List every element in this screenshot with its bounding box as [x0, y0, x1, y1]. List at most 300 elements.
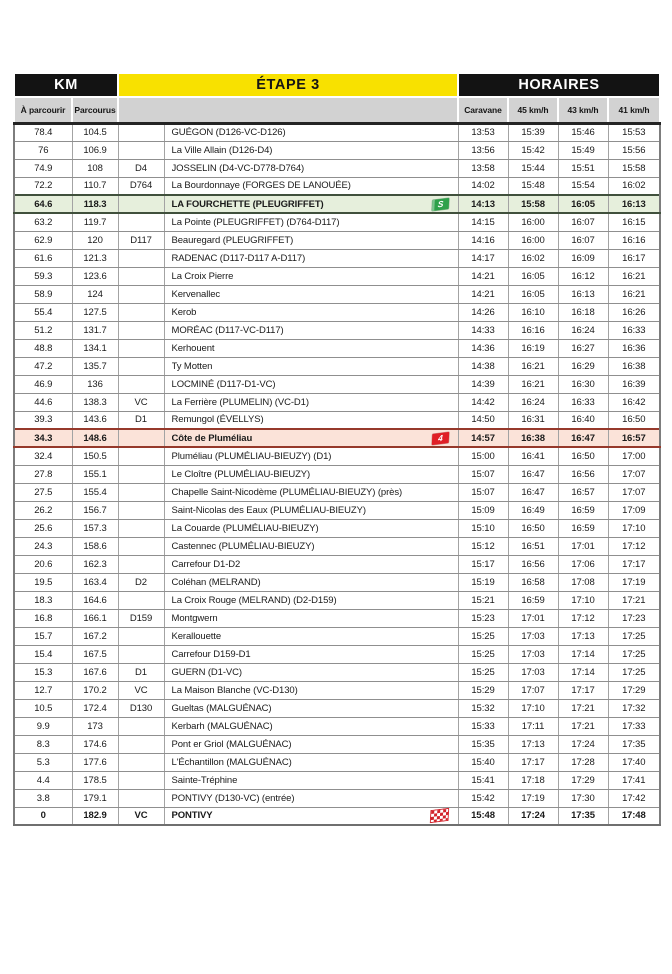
- category-4-climb-flag-icon: 4: [431, 431, 448, 444]
- km-done-cell: 170.2: [72, 681, 118, 699]
- caravane-time-cell: 15:25: [458, 627, 508, 645]
- road-code-cell: [118, 753, 164, 771]
- time-43kmh-cell: 16:30: [558, 375, 608, 393]
- caravane-time-cell: 14:15: [458, 213, 508, 231]
- time-41kmh-cell: 16:16: [608, 231, 660, 249]
- place-name: Le Cloître (PLUMÉLIAU-BIEUZY): [171, 468, 311, 480]
- time-43kmh-cell: 16:07: [558, 231, 608, 249]
- time-45kmh-cell: 17:19: [508, 789, 558, 807]
- road-code-cell: [118, 735, 164, 753]
- caravane-time-cell: 13:58: [458, 159, 508, 177]
- time-41kmh-cell: 17:29: [608, 681, 660, 699]
- col-header-43kmh: 43 km/h: [558, 97, 608, 123]
- time-45kmh-cell: 16:16: [508, 321, 558, 339]
- place-cell: [164, 591, 458, 609]
- place-cell: [164, 645, 458, 663]
- km-to-go-cell: 47.2: [14, 357, 72, 375]
- caravane-time-cell: 14:39: [458, 375, 508, 393]
- km-to-go-cell: 15.4: [14, 645, 72, 663]
- km-done-cell: 155.1: [72, 465, 118, 483]
- caravane-time-cell: 14:36: [458, 339, 508, 357]
- time-43kmh-cell: 16:18: [558, 303, 608, 321]
- road-code-cell: [118, 123, 164, 141]
- time-45kmh-cell: 17:11: [508, 717, 558, 735]
- place-name: La Couarde (PLUMÉLIAU-BIEUZY): [171, 522, 319, 534]
- km-done-cell: 106.9: [72, 141, 118, 159]
- km-to-go-cell: 39.3: [14, 411, 72, 429]
- table-row: [14, 231, 660, 249]
- place-cell: [164, 141, 458, 159]
- road-code-cell: [118, 537, 164, 555]
- km-to-go-cell: 26.2: [14, 501, 72, 519]
- km-done-cell: 163.4: [72, 573, 118, 591]
- place-cell: [164, 393, 458, 411]
- place-cell: [164, 735, 458, 753]
- time-45kmh-cell: 17:03: [508, 645, 558, 663]
- place-name: GUÉGON (D126-VC-D126): [171, 127, 286, 138]
- time-41kmh-cell: 17:33: [608, 717, 660, 735]
- caravane-time-cell: 14:33: [458, 321, 508, 339]
- table-row: [14, 627, 660, 645]
- place-cell: [164, 699, 458, 717]
- road-code-cell: [118, 321, 164, 339]
- time-45kmh-cell: 16:47: [508, 483, 558, 501]
- time-43kmh-cell: 17:14: [558, 663, 608, 681]
- time-45kmh-cell: 15:42: [508, 141, 558, 159]
- caravane-time-cell: 14:38: [458, 357, 508, 375]
- table-row: [14, 699, 660, 717]
- km-to-go-cell: 27.5: [14, 483, 72, 501]
- time-41kmh-cell: 17:42: [608, 789, 660, 807]
- road-code-cell: [118, 267, 164, 285]
- time-43kmh-cell: 17:21: [558, 699, 608, 717]
- subheader-row: [14, 97, 660, 123]
- table-row: [14, 285, 660, 303]
- table-row: [14, 411, 660, 429]
- place-name: La Croix Rouge (MELRAND) (D2-D159): [171, 594, 337, 606]
- time-41kmh-cell: 17:25: [608, 627, 660, 645]
- place-name: L'Échantillon (MALGUÉNAC): [171, 756, 292, 768]
- place-name: Ty Motten: [171, 360, 213, 372]
- time-45kmh-cell: 17:01: [508, 609, 558, 627]
- table-row: [14, 501, 660, 519]
- time-45kmh-cell: 16:50: [508, 519, 558, 537]
- place-name: PONTIVY: [171, 810, 213, 822]
- time-45kmh-cell: 17:10: [508, 699, 558, 717]
- time-41kmh-cell: 16:21: [608, 285, 660, 303]
- km-to-go-cell: 4.4: [14, 771, 72, 789]
- place-name: La Pointe (PLEUGRIFFET) (D764-D117): [171, 216, 340, 228]
- time-43kmh-cell: 15:49: [558, 141, 608, 159]
- km-done-cell: 108: [72, 159, 118, 177]
- table-row: [14, 735, 660, 753]
- time-45kmh-cell: 16:38: [508, 429, 558, 447]
- km-to-go-cell: 9.9: [14, 717, 72, 735]
- road-code-cell: [118, 465, 164, 483]
- road-code-cell: [118, 249, 164, 267]
- road-code-cell: D1: [118, 663, 164, 681]
- place-cell: [164, 303, 458, 321]
- place-cell: [164, 501, 458, 519]
- place-name: MORÉAC (D117-VC-D117): [171, 324, 284, 336]
- place-name: Kervenallec: [171, 288, 221, 300]
- km-to-go-cell: 48.8: [14, 339, 72, 357]
- km-to-go-cell: 72.2: [14, 177, 72, 195]
- table-row: [14, 753, 660, 771]
- time-41kmh-cell: 17:17: [608, 555, 660, 573]
- place-name: RADENAC (D117-D117 A-D117): [171, 252, 306, 264]
- time-45kmh-cell: 16:10: [508, 303, 558, 321]
- time-43kmh-cell: 17:08: [558, 573, 608, 591]
- table-row: [14, 681, 660, 699]
- caravane-time-cell: 15:42: [458, 789, 508, 807]
- km-to-go-cell: 5.3: [14, 753, 72, 771]
- road-code-cell: [118, 303, 164, 321]
- place-cell: [164, 609, 458, 627]
- table-row: [14, 717, 660, 735]
- km-to-go-cell: 61.6: [14, 249, 72, 267]
- road-code-cell: D4: [118, 159, 164, 177]
- time-41kmh-cell: 16:17: [608, 249, 660, 267]
- subheader-etape-spacer: [118, 97, 458, 123]
- caravane-time-cell: 15:09: [458, 501, 508, 519]
- place-cell: [164, 375, 458, 393]
- km-done-cell: 167.2: [72, 627, 118, 645]
- road-code-cell: VC: [118, 393, 164, 411]
- place-cell: [164, 447, 458, 465]
- table-row: [14, 177, 660, 195]
- time-41kmh-cell: 17:25: [608, 663, 660, 681]
- km-to-go-cell: 44.6: [14, 393, 72, 411]
- km-to-go-cell: 3.8: [14, 789, 72, 807]
- time-41kmh-cell: 16:02: [608, 177, 660, 195]
- road-code-cell: [118, 645, 164, 663]
- place-name: JOSSELIN (D4-VC-D778-D764): [171, 162, 305, 174]
- caravane-time-cell: 14:50: [458, 411, 508, 429]
- table-row: [14, 357, 660, 375]
- place-name: Carrefour D159-D1: [171, 648, 251, 660]
- km-to-go-cell: 63.2: [14, 213, 72, 231]
- time-41kmh-cell: 16:15: [608, 213, 660, 231]
- table-row: [14, 447, 660, 465]
- table-row: [14, 195, 660, 213]
- caravane-time-cell: 15:33: [458, 717, 508, 735]
- table-row: [14, 771, 660, 789]
- caravane-time-cell: 15:07: [458, 483, 508, 501]
- time-45kmh-cell: 16:21: [508, 375, 558, 393]
- place-name: Sainte-Tréphine: [171, 774, 238, 786]
- table-row: [14, 123, 660, 141]
- time-45kmh-cell: 16:58: [508, 573, 558, 591]
- time-43kmh-cell: 17:14: [558, 645, 608, 663]
- km-to-go-cell: 59.3: [14, 267, 72, 285]
- table-row: [14, 375, 660, 393]
- caravane-time-cell: 15:25: [458, 663, 508, 681]
- time-43kmh-cell: 16:50: [558, 447, 608, 465]
- place-cell: [164, 465, 458, 483]
- horaires-header: HORAIRES: [458, 73, 660, 97]
- km-done-cell: 143.6: [72, 411, 118, 429]
- km-done-cell: 131.7: [72, 321, 118, 339]
- road-code-cell: [118, 717, 164, 735]
- place-name: Pont er Griol (MALGUÉNAC): [171, 738, 292, 750]
- km-to-go-cell: 24.3: [14, 537, 72, 555]
- km-done-cell: 166.1: [72, 609, 118, 627]
- place-cell: [164, 411, 458, 429]
- km-to-go-cell: 78.4: [14, 123, 72, 141]
- table-row: [14, 393, 660, 411]
- time-41kmh-cell: 17:40: [608, 753, 660, 771]
- place-cell: [164, 519, 458, 537]
- place-cell: [164, 249, 458, 267]
- caravane-time-cell: 15:19: [458, 573, 508, 591]
- road-code-cell: D159: [118, 609, 164, 627]
- km-to-go-cell: 18.3: [14, 591, 72, 609]
- time-41kmh-cell: 17:19: [608, 573, 660, 591]
- time-41kmh-cell: 15:56: [608, 141, 660, 159]
- time-41kmh-cell: 17:25: [608, 645, 660, 663]
- time-45kmh-cell: 16:19: [508, 339, 558, 357]
- km-done-cell: 173: [72, 717, 118, 735]
- road-code-cell: [118, 627, 164, 645]
- place-name: Chapelle Saint-Nicodème (PLUMÉLIAU-BIEUZY) (près): [171, 486, 403, 498]
- place-name: La Bourdonnaye (FORGES DE LANOUÉE): [171, 180, 351, 192]
- road-code-cell: VC: [118, 681, 164, 699]
- time-45kmh-cell: 16:02: [508, 249, 558, 267]
- time-45kmh-cell: 16:49: [508, 501, 558, 519]
- table-row: [14, 321, 660, 339]
- km-done-cell: 167.6: [72, 663, 118, 681]
- time-45kmh-cell: 17:18: [508, 771, 558, 789]
- road-code-cell: D130: [118, 699, 164, 717]
- place-cell: [164, 537, 458, 555]
- sprint-flag-icon: S: [431, 197, 448, 210]
- table-row: [14, 645, 660, 663]
- time-41kmh-cell: 15:53: [608, 123, 660, 141]
- km-to-go-cell: 64.6: [14, 195, 72, 213]
- time-43kmh-cell: 16:29: [558, 357, 608, 375]
- place-cell: [164, 483, 458, 501]
- time-45kmh-cell: 16:00: [508, 231, 558, 249]
- place-cell: [164, 159, 458, 177]
- col-header-45kmh: 45 km/h: [508, 97, 558, 123]
- place-cell: [164, 123, 458, 141]
- road-code-cell: [118, 591, 164, 609]
- road-code-cell: [118, 771, 164, 789]
- col-header-caravane: Caravane: [458, 97, 508, 123]
- km-to-go-cell: 10.5: [14, 699, 72, 717]
- place-name: Kerhouent: [171, 342, 215, 354]
- caravane-time-cell: 14:42: [458, 393, 508, 411]
- road-code-cell: D2: [118, 573, 164, 591]
- table-row: [14, 159, 660, 177]
- road-code-cell: [118, 195, 164, 213]
- place-name: LOCMINÉ (D117-D1-VC): [171, 378, 276, 390]
- table-row: [14, 141, 660, 159]
- km-to-go-cell: 51.2: [14, 321, 72, 339]
- km-done-cell: 135.7: [72, 357, 118, 375]
- time-43kmh-cell: 16:13: [558, 285, 608, 303]
- caravane-time-cell: 15:35: [458, 735, 508, 753]
- time-45kmh-cell: 16:21: [508, 357, 558, 375]
- road-code-cell: [118, 141, 164, 159]
- time-43kmh-cell: 16:56: [558, 465, 608, 483]
- time-41kmh-cell: 17:35: [608, 735, 660, 753]
- place-name: Montgwern: [171, 612, 218, 624]
- km-to-go-cell: 76: [14, 141, 72, 159]
- place-name: Kerallouette: [171, 630, 222, 642]
- time-43kmh-cell: 16:24: [558, 321, 608, 339]
- km-to-go-cell: 15.7: [14, 627, 72, 645]
- time-41kmh-cell: 17:07: [608, 483, 660, 501]
- time-41kmh-cell: 16:36: [608, 339, 660, 357]
- road-code-cell: [118, 357, 164, 375]
- road-code-cell: [118, 501, 164, 519]
- table-row: [14, 483, 660, 501]
- km-done-cell: 124: [72, 285, 118, 303]
- caravane-time-cell: 13:53: [458, 123, 508, 141]
- col-header-to-go: À parcourir: [14, 97, 72, 123]
- time-43kmh-cell: 17:01: [558, 537, 608, 555]
- table-row: [14, 573, 660, 591]
- place-cell: [164, 717, 458, 735]
- km-done-cell: 156.7: [72, 501, 118, 519]
- km-done-cell: 172.4: [72, 699, 118, 717]
- place-cell: [164, 213, 458, 231]
- km-to-go-cell: 19.5: [14, 573, 72, 591]
- time-45kmh-cell: 17:07: [508, 681, 558, 699]
- caravane-time-cell: 15:10: [458, 519, 508, 537]
- km-done-cell: 119.7: [72, 213, 118, 231]
- time-41kmh-cell: 16:33: [608, 321, 660, 339]
- km-done-cell: 158.6: [72, 537, 118, 555]
- time-45kmh-cell: 16:47: [508, 465, 558, 483]
- km-done-cell: 155.4: [72, 483, 118, 501]
- time-43kmh-cell: 17:28: [558, 753, 608, 771]
- place-cell: [164, 195, 458, 213]
- place-name: Saint-Nicolas des Eaux (PLUMÉLIAU-BIEUZY): [171, 504, 366, 516]
- time-43kmh-cell: 16:59: [558, 501, 608, 519]
- time-45kmh-cell: 15:58: [508, 195, 558, 213]
- time-43kmh-cell: 17:13: [558, 627, 608, 645]
- time-41kmh-cell: 17:48: [608, 807, 660, 825]
- place-cell: [164, 627, 458, 645]
- km-done-cell: 177.6: [72, 753, 118, 771]
- place-name: Kerbarh (MALGUÉNAC): [171, 720, 273, 732]
- time-43kmh-cell: 16:40: [558, 411, 608, 429]
- time-43kmh-cell: 16:09: [558, 249, 608, 267]
- time-45kmh-cell: 16:59: [508, 591, 558, 609]
- caravane-time-cell: 14:57: [458, 429, 508, 447]
- km-to-go-cell: 58.9: [14, 285, 72, 303]
- time-41kmh-cell: 17:07: [608, 465, 660, 483]
- time-43kmh-cell: 15:51: [558, 159, 608, 177]
- place-cell: [164, 357, 458, 375]
- time-43kmh-cell: 17:30: [558, 789, 608, 807]
- time-45kmh-cell: 17:03: [508, 627, 558, 645]
- table-row: [14, 663, 660, 681]
- caravane-time-cell: 14:13: [458, 195, 508, 213]
- table-row: [14, 249, 660, 267]
- km-done-cell: 118.3: [72, 195, 118, 213]
- table-row: [14, 537, 660, 555]
- time-43kmh-cell: 15:54: [558, 177, 608, 195]
- road-code-cell: [118, 447, 164, 465]
- place-name: Kerob: [171, 306, 197, 318]
- time-45kmh-cell: 15:39: [508, 123, 558, 141]
- finish-checkered-flag-icon: [429, 808, 449, 823]
- caravane-time-cell: 15:48: [458, 807, 508, 825]
- km-done-cell: 120: [72, 231, 118, 249]
- caravane-time-cell: 15:29: [458, 681, 508, 699]
- time-45kmh-cell: 16:56: [508, 555, 558, 573]
- place-cell: [164, 177, 458, 195]
- time-41kmh-cell: 16:39: [608, 375, 660, 393]
- time-41kmh-cell: 16:42: [608, 393, 660, 411]
- time-41kmh-cell: 15:58: [608, 159, 660, 177]
- itinerary-table: [13, 72, 661, 826]
- place-name: Carrefour D1-D2: [171, 558, 241, 570]
- km-done-cell: 138.3: [72, 393, 118, 411]
- table-row: [14, 789, 660, 807]
- time-43kmh-cell: 16:27: [558, 339, 608, 357]
- place-cell: [164, 285, 458, 303]
- col-header-done: Parcourus: [72, 97, 118, 123]
- time-45kmh-cell: 16:05: [508, 267, 558, 285]
- time-45kmh-cell: 16:41: [508, 447, 558, 465]
- place-name: La Maison Blanche (VC-D130): [171, 684, 298, 696]
- caravane-time-cell: 15:21: [458, 591, 508, 609]
- time-45kmh-cell: 17:17: [508, 753, 558, 771]
- place-name: Pluméliau (PLUMÉLIAU-BIEUZY) (D1): [171, 450, 332, 462]
- time-43kmh-cell: 16:47: [558, 429, 608, 447]
- place-name: Beauregard (PLEUGRIFFET): [171, 234, 294, 246]
- place-name: GUERN (D1-VC): [171, 666, 242, 678]
- km-to-go-cell: 8.3: [14, 735, 72, 753]
- km-to-go-cell: 34.3: [14, 429, 72, 447]
- km-done-cell: 123.6: [72, 267, 118, 285]
- time-41kmh-cell: 16:57: [608, 429, 660, 447]
- time-45kmh-cell: 15:48: [508, 177, 558, 195]
- place-cell: [164, 555, 458, 573]
- place-cell: [164, 573, 458, 591]
- time-43kmh-cell: 17:12: [558, 609, 608, 627]
- table-row: [14, 339, 660, 357]
- place-cell: [164, 681, 458, 699]
- road-code-cell: [118, 375, 164, 393]
- km-done-cell: 182.9: [72, 807, 118, 825]
- place-cell: [164, 753, 458, 771]
- place-cell: [164, 807, 458, 825]
- time-43kmh-cell: 17:29: [558, 771, 608, 789]
- place-name: Coléhan (MELRAND): [171, 576, 261, 588]
- road-code-cell: D764: [118, 177, 164, 195]
- time-43kmh-cell: 17:17: [558, 681, 608, 699]
- time-43kmh-cell: 16:33: [558, 393, 608, 411]
- time-45kmh-cell: 16:51: [508, 537, 558, 555]
- itinerary-body: [14, 123, 660, 825]
- km-to-go-cell: 0: [14, 807, 72, 825]
- km-done-cell: 148.6: [72, 429, 118, 447]
- caravane-time-cell: 14:02: [458, 177, 508, 195]
- time-43kmh-cell: 16:59: [558, 519, 608, 537]
- time-45kmh-cell: 16:24: [508, 393, 558, 411]
- table-row: [14, 519, 660, 537]
- time-45kmh-cell: 17:13: [508, 735, 558, 753]
- time-43kmh-cell: 16:12: [558, 267, 608, 285]
- road-code-cell: [118, 519, 164, 537]
- place-name: La Croix Pierre: [171, 270, 234, 282]
